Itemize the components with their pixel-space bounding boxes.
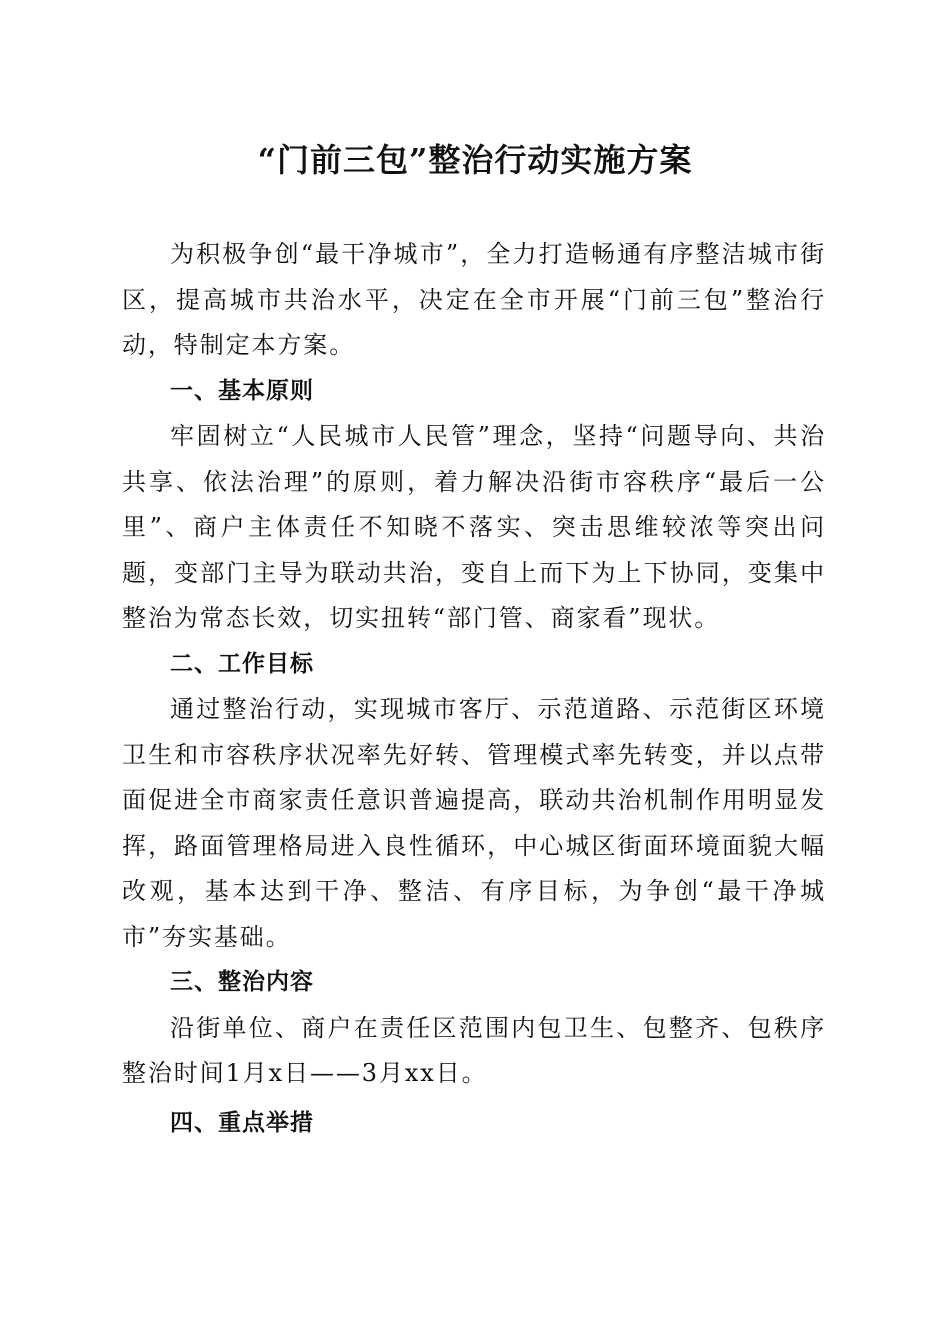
document-title: “门前三包”整治行动实施方案 (257, 141, 693, 179)
document-body (122, 232, 826, 1146)
section-heading-measures: 四、重点举措 (170, 1109, 314, 1136)
section-heading-principles: 一、基本原则 (170, 377, 314, 404)
section-text-content: 沿街单位、商户在责任区范围内包卫生、包整齐、包秩序整治时间1月x日——3月xx日。 (122, 1013, 826, 1087)
section-heading-goals: 二、工作目标 (170, 650, 314, 677)
section-text-principles: 牢固树立“人民城市人民管”理念，坚持“问题导向、共治共享、依法治理”的原则，着力解决沿街市容秩序“最后一公里”、商户主体责任不知晓不落实、突击思维较浓等突出问题，变部门主导为联动共治，变自上而下为上下协同，变集中整治为常态长效，切实扭转“部门管、商家看”现状。 (122, 422, 826, 632)
section-text-goals: 通过整治行动，实现城市客厅、示范道路、示范街区环境卫生和市容秩序状况率先好转、管理模式率先转变，并以点带面促进全市商家责任意识普遍提高，联动共治机制作用明显发挥，路面管理格局进入良性循环，中心城区街面环境面貌大幅改观，基本达到干净、整洁、有序目标，为争创“最干净城市”夯实基础。 (122, 695, 826, 951)
section-heading-content: 三、整治内容 (170, 969, 314, 995)
intro-paragraph: 为积极争创“最干净城市”，全力打造畅通有序整洁城市街区，提高城市共治水平，决定在全市开展“门前三包”整治行动，特制定本方案。 (122, 240, 826, 359)
